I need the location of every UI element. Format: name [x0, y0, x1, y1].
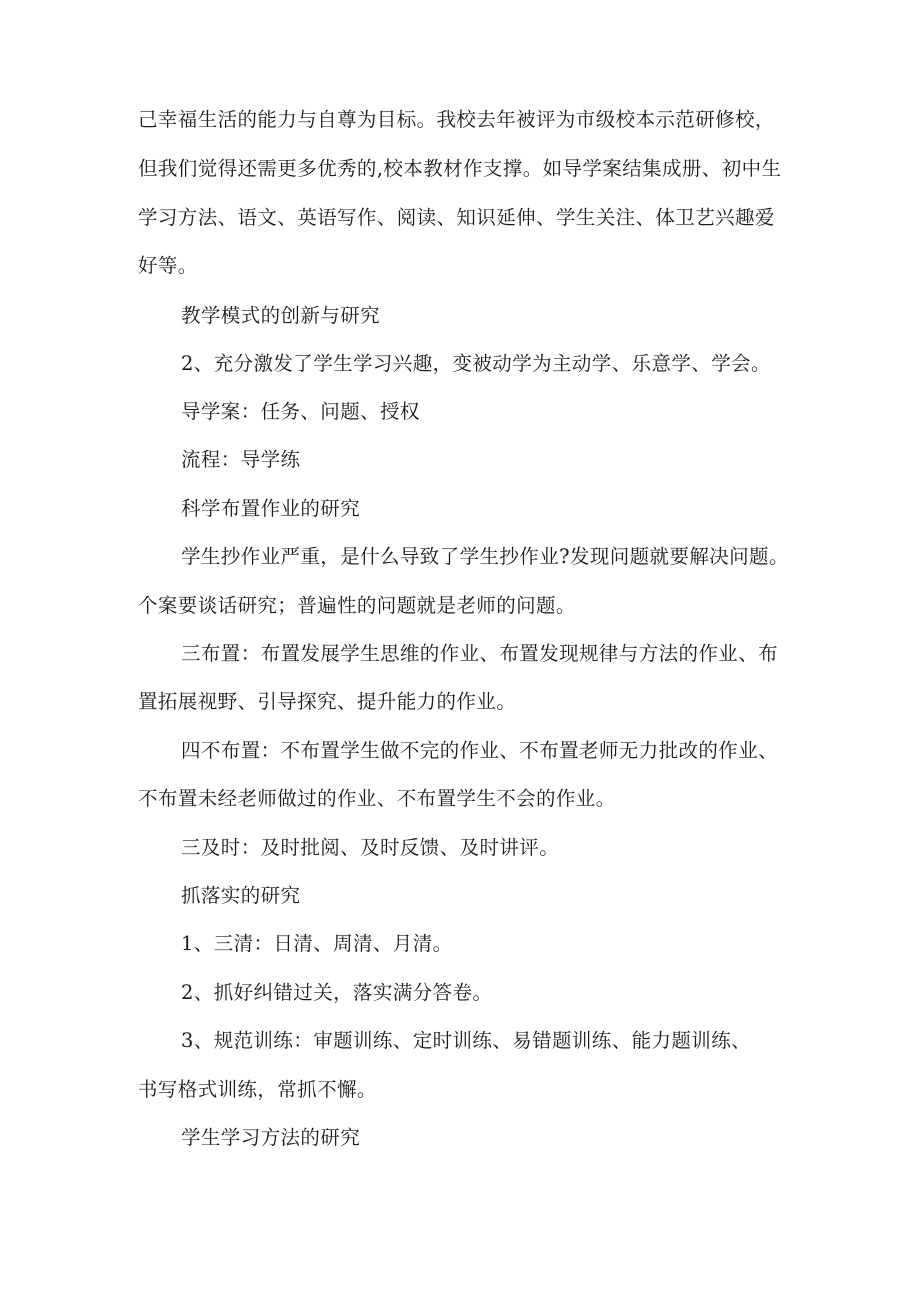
paragraph-line: 1、三清：日清、周清、月清。 [181, 932, 453, 955]
paragraph-line: 学习方法、语文、英语写作、阅读、知识延伸、学生关注、体卫艺兴趣爱 [138, 206, 775, 229]
paragraph-line: 2、抓好纠错过关，落实满分答卷。 [181, 981, 493, 1004]
paragraph-line: 不布置未经老师做过的作业、不布置学生不会的作业。 [138, 787, 616, 810]
paragraph-line: 学生抄作业严重，是什么导致了学生抄作业?发现问题就要解决问题。 [181, 545, 789, 568]
paragraph-line: 但我们觉得还需更多优秀的,校本教材作支撑。如导学案结集成册、初中生 [138, 157, 782, 180]
section-heading: 抓落实的研究 [181, 884, 301, 907]
paragraph-line: 导学案：任务、问题、授权 [181, 400, 420, 423]
paragraph-line: 置拓展视野、引导探究、提升能力的作业。 [138, 690, 517, 713]
paragraph-line: 流程：导学练 [181, 448, 301, 471]
section-heading: 科学布置作业的研究 [181, 497, 361, 520]
paragraph-line: 三及时：及时批阅、及时反馈、及时讲评。 [181, 836, 560, 859]
paragraph-line: 四不布置：不布置学生做不完的作业、不布置老师无力批改的作业、 [181, 739, 779, 762]
paragraph-line: 己幸福生活的能力与自尊为目标。我校去年被评为市级校本示范研修校， [138, 108, 775, 131]
paragraph-line: 3、规范训练：审题训练、定时训练、易错题训练、能力题训练、 [181, 1029, 752, 1052]
paragraph-line: 三布置：布置发展学生思维的作业、布置发现规律与方法的作业、布 [181, 642, 779, 665]
paragraph-line: 个案要谈话研究；普遍性的问题就是老师的问题。 [138, 594, 576, 617]
section-heading: 学生学习方法的研究 [181, 1126, 361, 1149]
paragraph-line: 2、充分激发了学生学习兴趣，变被动学为主动学、乐意学、学会。 [181, 352, 771, 375]
section-heading: 教学模式的创新与研究 [181, 304, 381, 327]
paragraph-line: 书写格式训练，常抓不懈。 [138, 1078, 377, 1101]
paragraph-line: 好等。 [138, 254, 198, 277]
